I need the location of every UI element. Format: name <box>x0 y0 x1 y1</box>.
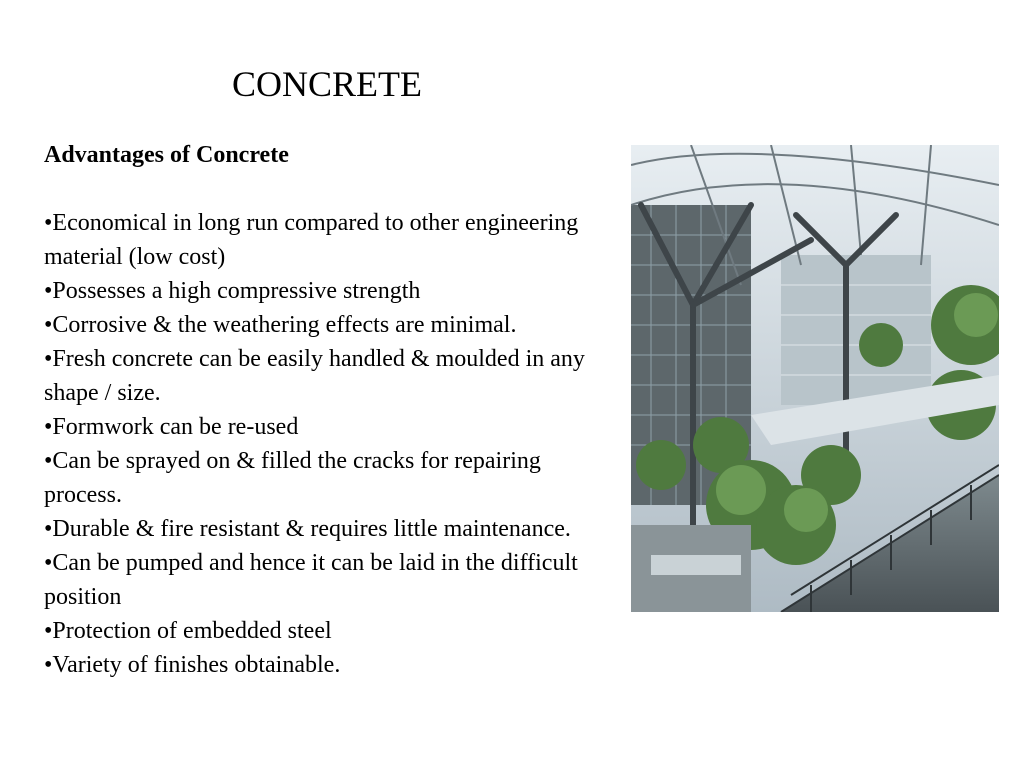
spacer <box>44 172 619 206</box>
atrium-photo <box>631 145 999 612</box>
atrium-illustration <box>631 145 999 612</box>
bullet-item: •Protection of embedded steel <box>44 618 332 644</box>
bullet-item: •Possesses a high compressive strength <box>44 278 421 304</box>
bullet-item: •Fresh concrete can be easily handled & moulded in any shape / size. <box>44 346 585 406</box>
bullet-item: •Corrosive & the weathering effects are minimal. <box>44 312 517 338</box>
bullet-item: •Economical in long run compared to other engineering material (low cost) <box>44 210 579 270</box>
bullet-item: •Variety of finishes obtainable. <box>44 652 341 678</box>
advantages-list <box>44 206 619 682</box>
bullet-item: •Durable & fire resistant & requires little maintenance. <box>44 516 571 542</box>
section-heading: Advantages of Concrete <box>44 142 289 168</box>
bullet-item: •Can be pumped and hence it can be laid in the difficult position <box>44 550 578 610</box>
slide-title: CONCRETE <box>232 64 423 104</box>
slide-body <box>44 138 619 682</box>
bullet-item: •Can be sprayed on & filled the cracks for repairing process. <box>44 448 541 508</box>
bullet-item: •Formwork can be re-used <box>44 414 299 440</box>
